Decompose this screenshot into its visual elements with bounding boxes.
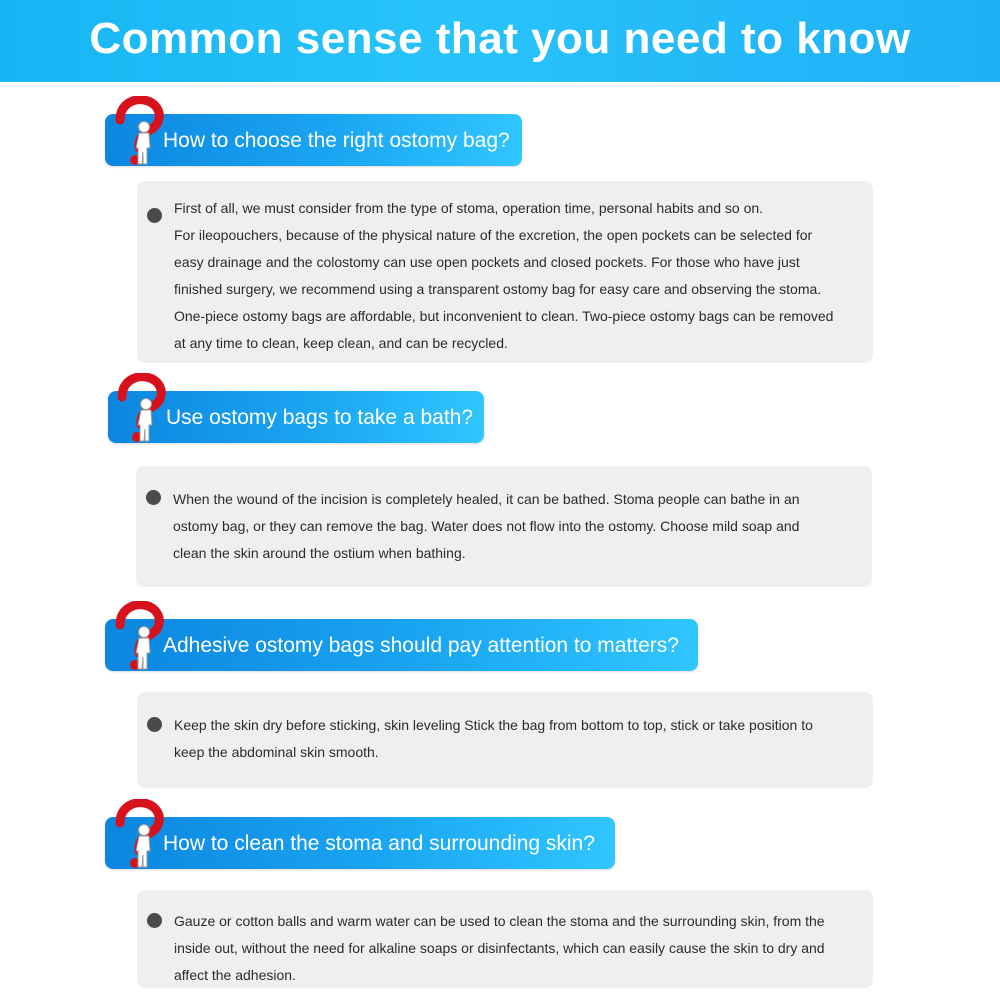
faq-answer-1 <box>137 181 873 363</box>
question-person-icon <box>106 96 168 166</box>
faq-answer-text: First of all, we must consider from the type of stoma, operation time, personal habits and so on. For ileopouchers, because of the physical nature of the excretion, the open pockets can be selected for easy drainage and the colostomy can use open pockets and closed pockets. For those who have just finished surgery, we recommend using a transparent ostomy bag for easy care and observing the stoma. One-piece ostomy bags are affordable, but inconvenient to clean. Two-piece ostomy bags can be removed at any time to clean, keep clean, and can be recycled. <box>174 200 834 351</box>
faq-answer-3 <box>137 692 873 788</box>
faq-question-4 <box>105 817 615 869</box>
question-person-icon <box>108 373 170 443</box>
faq-question-label: Use ostomy bags to take a bath? <box>166 406 474 429</box>
faq-answer-2 <box>136 466 872 587</box>
bullet-dot-icon <box>147 717 162 732</box>
question-person-icon <box>106 601 168 671</box>
bullet-dot-icon <box>146 490 161 505</box>
faq-question-label: How to clean the stoma and surrounding skin? <box>163 832 595 855</box>
faq-question-3 <box>105 619 698 671</box>
bullet-dot-icon <box>147 913 162 928</box>
page-title: Common sense that you need to know <box>89 14 911 63</box>
faq-question-label: How to choose the right ostomy bag? <box>163 129 510 152</box>
bullet-dot-icon <box>147 208 162 223</box>
question-person-icon <box>106 799 168 869</box>
faq-answer-text: Gauze or cotton balls and warm water can be used to clean the stoma and the surrounding skin, from the inside out, without the need for alkaline soaps or disinfectants, which can easily cause the skin to dry and affect the adhesion. <box>174 913 825 983</box>
faq-answer-4 <box>137 890 873 988</box>
banner <box>0 0 1000 82</box>
faq-answer-text: When the wound of the incision is completely healed, it can be bathed. Stoma people can bathe in an ostomy bag, or they can remove the bag. Water does not flow into the ostomy. Choose mild soap and clean the skin around the ostium when bathing. <box>173 491 800 561</box>
faq-answer-text: Keep the skin dry before sticking, skin leveling Stick the bag from bottom to top, stick or take position to keep the abdominal skin smooth. <box>174 717 813 760</box>
faq-question-label: Adhesive ostomy bags should pay attention to matters? <box>163 634 679 657</box>
